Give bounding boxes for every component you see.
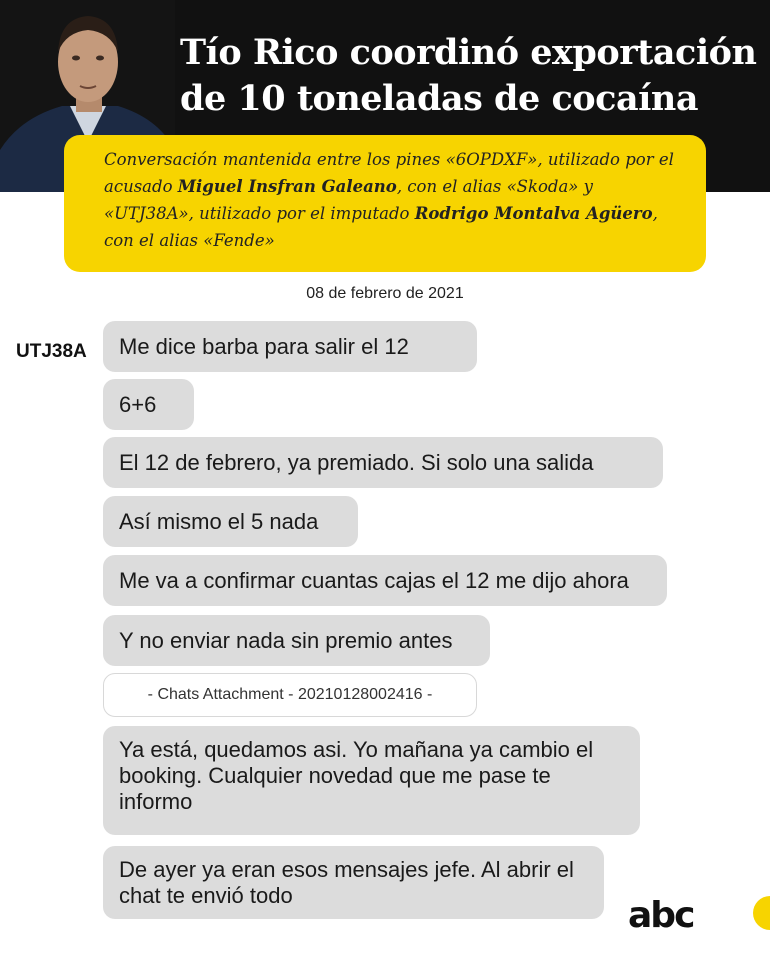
abc-logo-mark: [626, 893, 770, 939]
message-bubble: Y no enviar nada sin premio antes: [103, 615, 490, 666]
chat-date: 08 de febrero de 2021: [306, 285, 464, 302]
sender-label: UTJ38A: [16, 341, 87, 362]
abc-logo: [626, 893, 770, 939]
message-bubble: Me dice barba para salir el 12: [103, 321, 477, 372]
message-bubble: Ya está, quedamos asi. Yo mañana ya cambio el booking. Cualquier novedad que me pase te informo: [103, 726, 640, 835]
headline-line-1: Tío Rico coordinó exportación: [180, 32, 757, 73]
chat-attachment[interactable]: - Chats Attachment - 20210128002416 -: [103, 673, 477, 717]
message-bubble: Me va a confirmar cuantas cajas el 12 me dijo ahora: [103, 555, 667, 606]
message-bubble: De ayer ya eran esos mensajes jefe. Al abrir el chat te envió todo: [103, 846, 604, 919]
conversation-description: [64, 135, 706, 272]
message-bubble: Así mismo el 5 nada: [103, 496, 358, 547]
description-text-2: , con el alias «Skoda» y «UTJ38A», utilizado por el imputado: [104, 177, 593, 223]
description-text-3: , con el alias «Fende»: [104, 204, 658, 250]
accused-name: Miguel Insfran Galeano: [177, 177, 397, 196]
abc-logo-text: abc: [628, 895, 694, 936]
headline: [180, 30, 765, 122]
defendant-name: Rodrigo Montalva Agüero: [414, 204, 653, 223]
message-bubble: El 12 de febrero, ya premiado. Si solo una salida: [103, 437, 663, 488]
message-bubble: 6+6: [103, 379, 194, 430]
headline-line-2: de 10 toneladas de cocaína: [180, 78, 699, 119]
description-text-1: Conversación mantenida entre los pines «6OPDXF», utilizado por el acusado: [104, 150, 674, 196]
